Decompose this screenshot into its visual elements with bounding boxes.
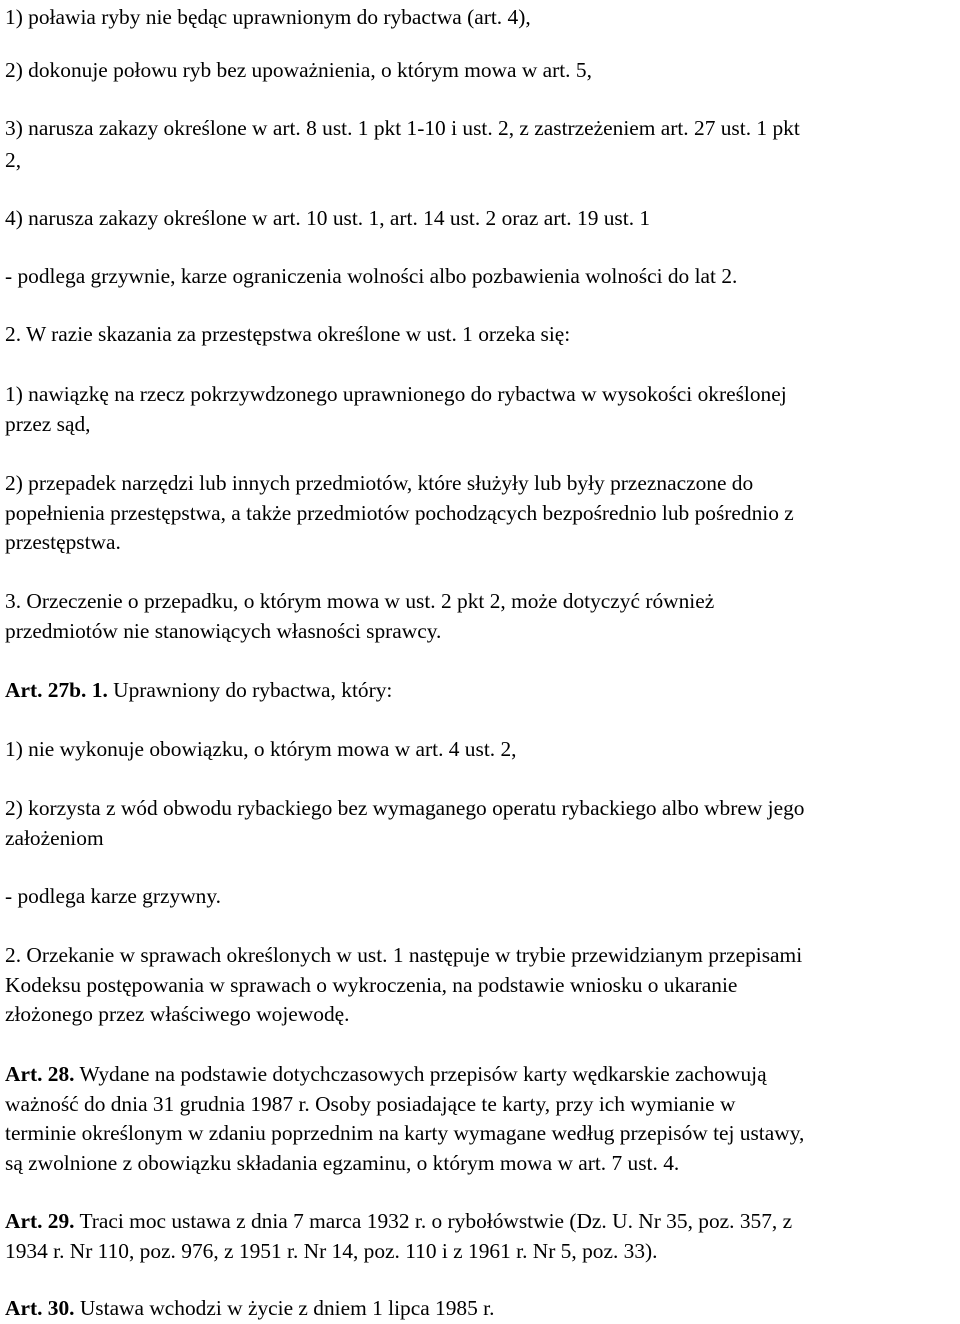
paragraph-text: - podlega karze grzywny. [5,884,221,908]
paragraph-line: są zwolnione z obowiązku składania egzaminu, o którym mowa w art. 7 ust. 4. [5,1150,680,1175]
article-30 [5,1294,960,1324]
article-number: Art. 30. [5,1296,75,1320]
paragraph-27b-item-2 [5,794,960,853]
paragraph-line: terminie określonym w zdaniu poprzednim na karty wymagane według przepisów tej ustawy, [5,1121,805,1145]
paragraph-nawiazka [5,380,960,439]
paragraph-section-2 [5,320,960,350]
paragraph-text: 2. W razie skazania za przestępstwa określone w ust. 1 orzeka się: [5,322,571,346]
paragraph-section-3 [5,587,960,646]
paragraph-text: 2) dokonuje połowu ryb bez upoważnienia, o którym mowa w art. 5, [5,58,592,82]
paragraph-line: 1) nawiązkę na rzecz pokrzywdzonego uprawnionego do rybactwa w wysokości określonej [5,382,787,406]
paragraph-line: 3. Orzeczenie o przepadku, o którym mowa w ust. 2 pkt 2, może dotyczyć również [5,589,715,613]
paragraph-przepadek [5,469,960,558]
paragraph-text: 2, [5,148,22,172]
article-28 [5,1060,960,1178]
article-number: Art. 28. [5,1062,75,1086]
paragraph-text: Traci moc ustawa z dnia 7 marca 1932 r. o rybołówstwie (Dz. U. Nr 35, poz. 357, z [74,1209,793,1233]
paragraph-line: Kodeksu postępowania w sprawach o wykroczenia, na podstawie wniosku o ukaranie [5,972,738,997]
paragraph-line: przez sąd, [5,411,91,436]
paragraph-27b-item-1 [5,735,960,765]
paragraph-text: 1) nie wykonuje obowiązku, o którym mowa w art. 4 ust. 2, [5,737,517,761]
paragraph-line: 2) korzysta z wód obwodu rybackiego bez wymaganego operatu rybackiego albo wbrew jego [5,796,805,820]
paragraph-line: popełnienia przestępstwa, a także przedmiotów pochodzących bezpośrednio lub pośrednio z [5,500,794,525]
paragraph-text: 4) narusza zakazy określone w art. 10 ust. 1, art. 14 ust. 2 oraz art. 19 ust. 1 [5,206,651,230]
paragraph-text: Uprawniony do rybactwa, który: [107,678,393,702]
article-number: Art. 27b. 1. [5,678,108,702]
paragraph-text: Wydane na podstawie dotychczasowych przepisów karty wędkarskie zachowują [74,1062,767,1086]
paragraph-penalty [5,262,960,292]
paragraph-text: 3) narusza zakazy określone w art. 8 ust. 1 pkt 1-10 i ust. 2, z zastrzeżeniem art. 27 ust. 1 pkt [5,116,800,140]
paragraph-item-1 [5,3,960,33]
paragraph-line: złożonego przez właściwego wojewodę. [5,1002,350,1026]
paragraph-text: Ustawa wchodzi w życie z dniem 1 lipca 1985 r. [74,1296,495,1320]
paragraph-line: 1934 r. Nr 110, poz. 976, z 1951 r. Nr 14, poz. 110 i z 1961 r. Nr 5, poz. 33). [5,1238,658,1263]
paragraph-line: założeniom [5,825,104,850]
paragraph-line-first [5,1207,960,1237]
paragraph-line: 2) przepadek narzędzi lub innych przedmiotów, które służyły lub były przeznaczone do [5,471,754,495]
paragraph-item-2 [5,56,960,86]
article-number: Art. 29. [5,1209,75,1233]
paragraph-line: ważność do dnia 31 grudnia 1987 r. Osoby posiadające te karty, przy ich wymianie w [5,1091,736,1116]
paragraph-27b-section-2 [5,941,960,1030]
paragraph-line: przedmiotów nie stanowiących własności sprawcy. [5,618,442,643]
paragraph-text: - podlega grzywnie, karze ograniczenia wolności albo pozbawienia wolności do lat 2. [5,264,738,288]
paragraph-item-4 [5,204,960,234]
paragraph-item-3-continuation [5,146,960,176]
paragraph-text: 1) poławia ryby nie będąc uprawnionym do rybactwa (art. 4), [5,5,531,29]
article-29 [5,1207,960,1266]
article-27b-heading [5,676,960,706]
paragraph-line: 2. Orzekanie w sprawach określonych w ust. 1 następuje w trybie przewidzianym przepisami [5,943,803,967]
paragraph-line-first [5,1060,960,1090]
paragraph-item-3 [5,114,960,144]
paragraph-27b-penalty [5,882,960,912]
paragraph-line: przestępstwa. [5,530,121,554]
